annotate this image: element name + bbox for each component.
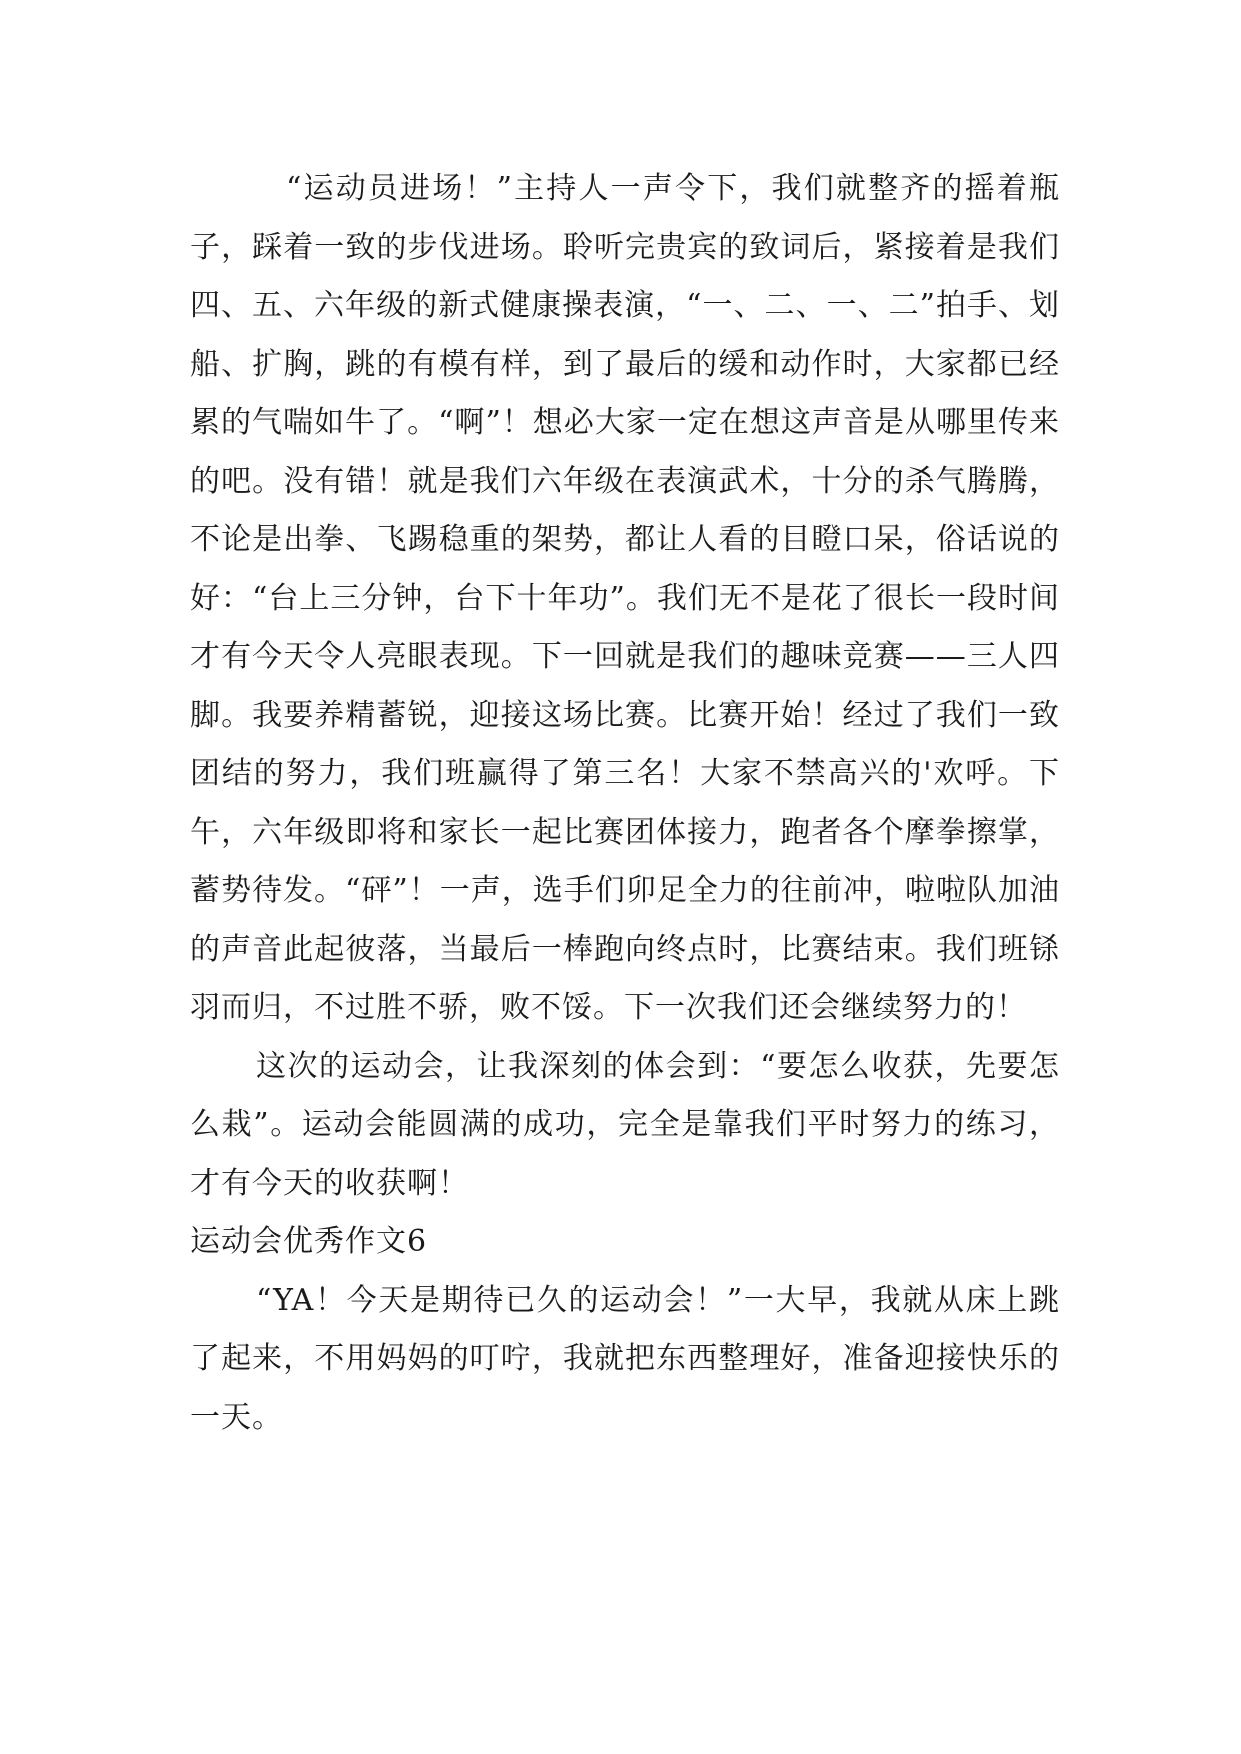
paragraph-reflection: 这次的运动会，让我深刻的体会到：“要怎么收获，先要怎么栽”。运动会能圆满的成功，完全是靠我们平时努力的练习，才有今天的收获啊！ <box>190 1048 1060 1201</box>
paragraph-sports-day-events: “运动员进场！”主持人一声令下，我们就整齐的摇着瓶子，踩着一致的步伐进场。聆听完贵宾的致词后，紧接着是我们四、五、六年级的新式健康操表演，“一、二、一、二”拍手、划船、扩胸，跳的有模有样，到了最后的缓和动作时，大家都已经累的气喘如牛了。“啊”！想必大家一定在想这声音是从哪里传来的吧。没有错！就是我们六年级在表演武术，十分的杀气腾腾，不论是出拳、飞踢稳重的架势，都让人看的目瞪口呆，俗话说的好：“台上三分钟，台下十年功”。我们无不是花了很长一段时间才有今天令人亮眼表现。下一回就是我们的趣味竞赛——三人四脚。我要养精蓄锐，迎接这场比赛。比赛开始！经过了我们一致团结的努力，我们班赢得了第三名！大家不禁高兴的'欢呼。下午，六年级即将和家长一起比赛团体接力，跑者各个摩拳擦掌，蓄势待发。“砰”！一声，选手们卯足全力的往前冲，啦啦队加油的声音此起彼落，当最后一棒跑向终点时，比赛结束。我们班铩羽而归，不过胜不骄，败不馁。下一次我们还会继续努力的！ <box>190 171 1060 1025</box>
section-title: 运动会优秀作文6 <box>190 1224 428 1259</box>
document-body <box>190 160 1060 1447</box>
paragraph-essay-6-opening: “YA！今天是期待已久的运动会！”一大早，我就从床上跳了起来，不用妈妈的叮咛，我就把东西整理好，准备迎接快乐的一天。 <box>190 1282 1060 1435</box>
